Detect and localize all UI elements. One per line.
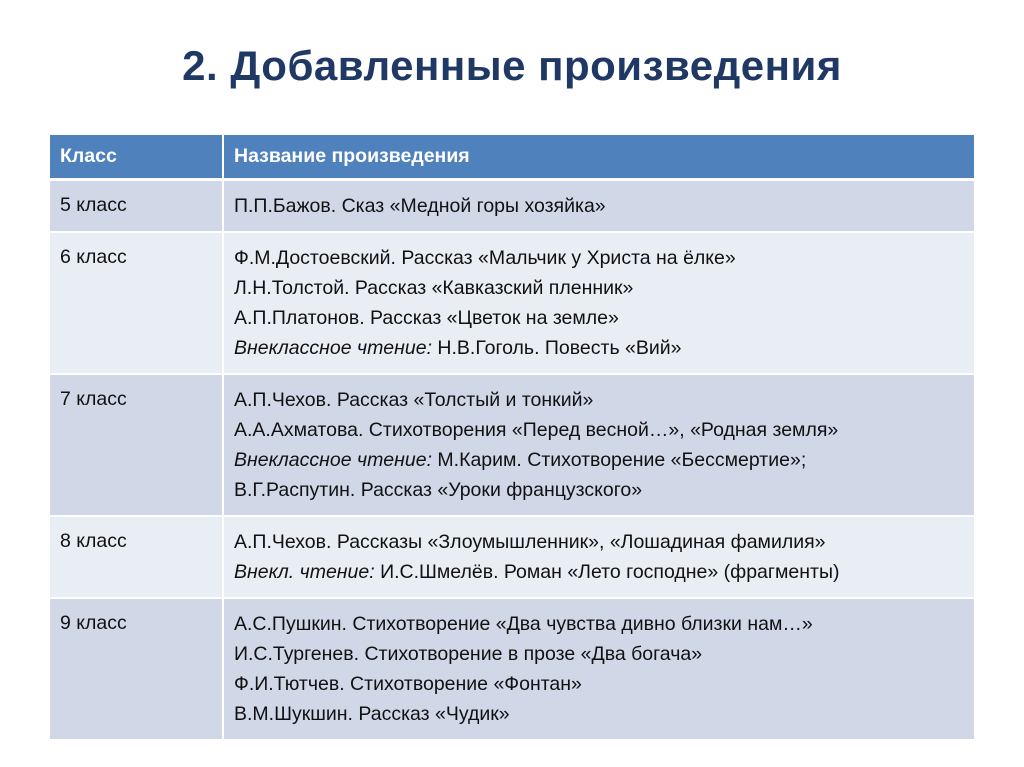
work-line	[234, 527, 964, 557]
table-row	[50, 232, 974, 374]
work-text: А.А.Ахматова. Стихотворения «Перед весной…», «Родная земля»	[234, 419, 839, 441]
work-text: А.С.Пушкин. Стихотворение «Два чувства дивно близки нам…»	[234, 613, 813, 635]
grade-cell: 9 класс	[50, 598, 223, 740]
grade-cell: 5 класс	[50, 180, 223, 233]
work-text: Л.Н.Толстой. Рассказ «Кавказский пленник»	[234, 277, 634, 299]
work-text: И.С.Шмелёв. Роман «Лето господне» (фрагменты)	[374, 561, 840, 583]
work-line	[234, 557, 964, 587]
work-line	[234, 333, 964, 363]
header-grade: Класс	[50, 135, 223, 180]
work-line	[234, 639, 964, 669]
work-line	[234, 445, 964, 475]
work-line	[234, 669, 964, 699]
works-cell	[223, 232, 974, 374]
slide-title: 2. Добавленные произведения	[182, 42, 842, 89]
reading-note-label: Внеклассное чтение:	[234, 337, 432, 359]
works-cell	[223, 598, 974, 740]
works-cell	[223, 374, 974, 516]
works-table	[50, 135, 974, 741]
work-text: А.П.Чехов. Рассказы «Злоумышленник», «Лошадиная фамилия»	[234, 531, 826, 553]
work-line	[234, 475, 964, 505]
header-title: Название произведения	[223, 135, 974, 180]
table-row	[50, 374, 974, 516]
work-text: А.П.Платонов. Рассказ «Цветок на земле»	[234, 307, 619, 329]
work-line	[234, 243, 964, 273]
work-text: Н.В.Гоголь. Повесть «Вий»	[432, 337, 682, 359]
grade-cell: 6 класс	[50, 232, 223, 374]
work-text: В.М.Шукшин. Рассказ «Чудик»	[234, 703, 510, 725]
works-cell	[223, 180, 974, 233]
works-cell	[223, 516, 974, 598]
grade-cell: 7 класс	[50, 374, 223, 516]
work-text: М.Карим. Стихотворение «Бессмертие»;	[432, 449, 807, 471]
grade-cell: 8 класс	[50, 516, 223, 598]
reading-note-label: Внеклассное чтение:	[234, 449, 432, 471]
reading-note-label: Внекл. чтение:	[234, 561, 375, 583]
table-row	[50, 180, 974, 233]
work-line	[234, 385, 964, 415]
work-line	[234, 415, 964, 445]
work-text: Ф.И.Тютчев. Стихотворение «Фонтан»	[234, 673, 582, 695]
work-line	[234, 699, 964, 729]
work-line	[234, 273, 964, 303]
table-row	[50, 516, 974, 598]
work-text: А.П.Чехов. Рассказ «Толстый и тонкий»	[234, 389, 594, 411]
work-text: И.С.Тургенев. Стихотворение в прозе «Два богача»	[234, 643, 703, 665]
work-text: П.П.Бажов. Сказ «Медной горы хозяйка»	[234, 195, 606, 217]
table-header-row	[50, 135, 974, 180]
work-line	[234, 191, 964, 221]
work-text: В.Г.Распутин. Рассказ «Уроки французского»	[234, 479, 643, 501]
work-text: Ф.М.Достоевский. Рассказ «Мальчик у Христа на ёлке»	[234, 247, 736, 269]
work-line	[234, 303, 964, 333]
table-row	[50, 598, 974, 740]
work-line	[234, 609, 964, 639]
